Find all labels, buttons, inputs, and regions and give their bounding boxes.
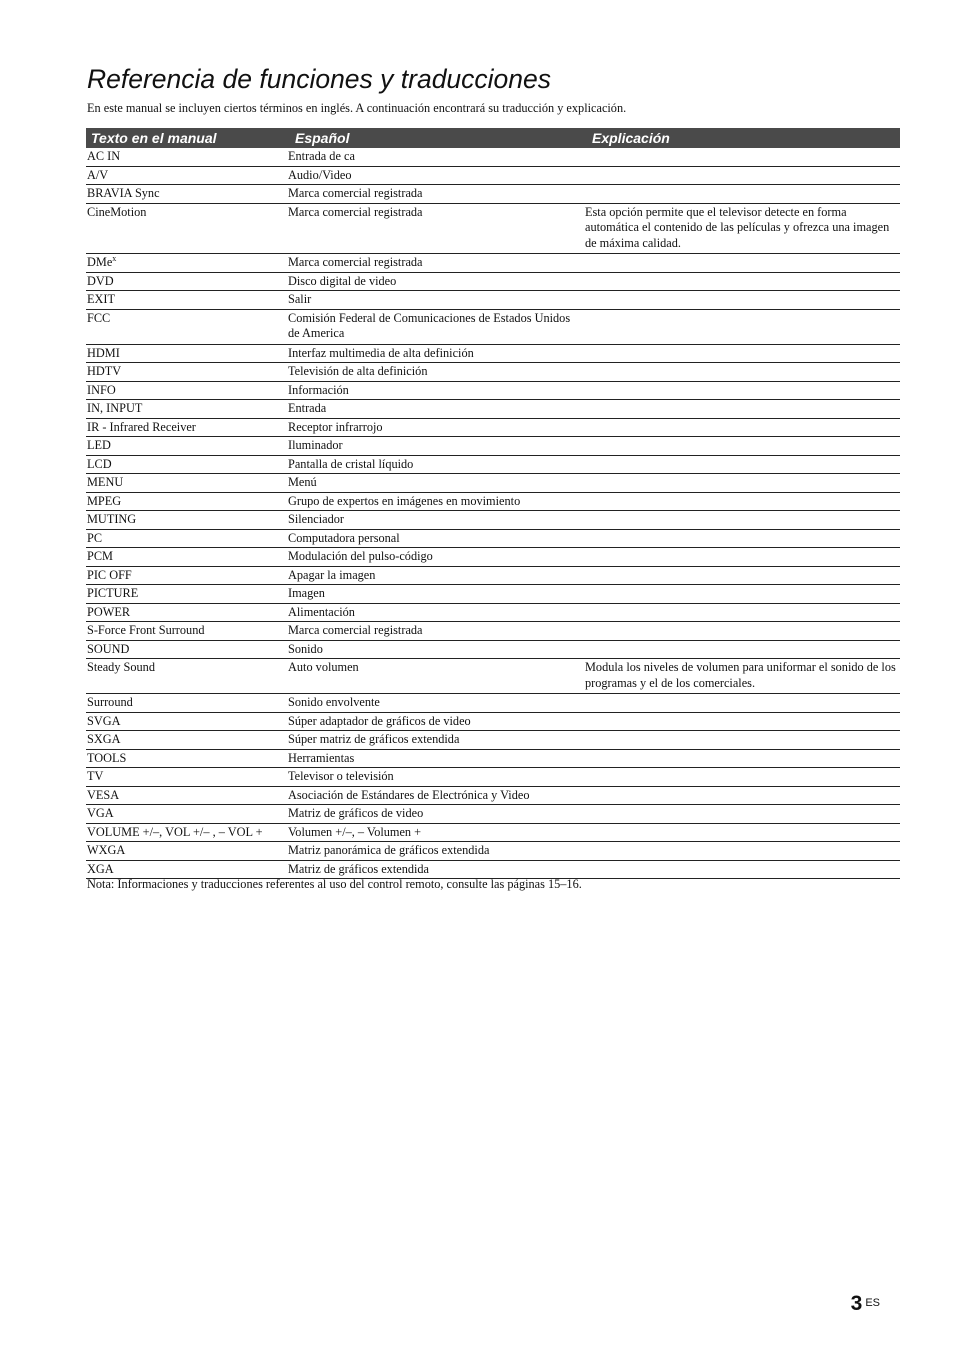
table-row bbox=[86, 272, 900, 291]
table-row bbox=[86, 437, 900, 456]
table-row bbox=[86, 768, 900, 787]
term-text: PC bbox=[87, 530, 103, 545]
term-text: Steady Sound bbox=[87, 660, 155, 674]
explanation-cell bbox=[585, 291, 900, 310]
explanation-cell bbox=[585, 309, 900, 344]
term-cell bbox=[86, 731, 287, 750]
term-text: IR - Infrared Receiver bbox=[87, 419, 196, 434]
term-text: PICTURE bbox=[87, 586, 139, 600]
term-text: INFO bbox=[87, 382, 116, 397]
term-cell bbox=[86, 786, 287, 805]
table-row bbox=[86, 603, 900, 622]
spanish-cell: Volumen +/–, – Volumen + bbox=[287, 823, 585, 842]
explanation-cell bbox=[585, 860, 900, 879]
term-text: SXGA bbox=[87, 732, 121, 746]
explanation-cell bbox=[585, 566, 900, 585]
term-cell bbox=[86, 203, 287, 254]
explanation-cell bbox=[585, 805, 900, 824]
term-text: PCM bbox=[87, 549, 113, 563]
term-cell bbox=[86, 272, 287, 291]
term-text: VESA bbox=[87, 787, 120, 802]
term-cell bbox=[86, 548, 287, 567]
spanish-cell: Televisor o televisión bbox=[287, 768, 585, 787]
term-cell bbox=[86, 291, 287, 310]
spanish-cell: Computadora personal bbox=[287, 529, 585, 548]
spanish-cell: Matriz de gráficos extendida bbox=[287, 860, 585, 879]
term-text: SVGA bbox=[87, 713, 121, 728]
table-row bbox=[86, 363, 900, 382]
explanation-cell bbox=[585, 585, 900, 604]
explanation-cell bbox=[585, 185, 900, 204]
term-text: HDTV bbox=[87, 364, 122, 378]
table-row bbox=[86, 622, 900, 641]
spanish-cell: Televisión de alta definición bbox=[287, 363, 585, 382]
term-cell bbox=[86, 148, 287, 166]
table-row bbox=[86, 474, 900, 493]
term-text: BRAVIA Sync bbox=[87, 186, 160, 200]
spanish-cell: Salir bbox=[287, 291, 585, 310]
term-cell bbox=[86, 185, 287, 204]
header-spanish: Español bbox=[287, 128, 585, 148]
term-cell bbox=[86, 659, 287, 694]
table-row bbox=[86, 823, 900, 842]
explanation-cell bbox=[585, 694, 900, 713]
term-text: SOUND bbox=[87, 641, 130, 656]
term-cell bbox=[86, 529, 287, 548]
table-row bbox=[86, 381, 900, 400]
term-cell bbox=[86, 511, 287, 530]
term-superscript: x bbox=[112, 253, 117, 263]
term-text: FCC bbox=[87, 310, 111, 325]
table-row bbox=[86, 805, 900, 824]
term-cell bbox=[86, 622, 287, 641]
term-text: A/V bbox=[87, 167, 109, 182]
spanish-cell: Marca comercial registrada bbox=[287, 254, 585, 273]
page-title: Referencia de funciones y traducciones bbox=[87, 64, 552, 94]
term-text: VOLUME +/–, VOL +/– , – VOL + bbox=[87, 824, 263, 839]
table-row bbox=[86, 511, 900, 530]
note-text: Nota: Informaciones y traducciones referentes al uso del control remoto, consulte las páginas 15–16. bbox=[87, 877, 582, 891]
term-cell bbox=[86, 492, 287, 511]
spanish-cell: Audio/Video bbox=[287, 166, 585, 185]
explanation-cell: Modula los niveles de volumen para uniformar el sonido de los programas y el de los comerciales. bbox=[585, 659, 900, 694]
term-cell bbox=[86, 363, 287, 382]
explanation-cell bbox=[585, 474, 900, 493]
term-text: HDMI bbox=[87, 345, 120, 360]
explanation-cell bbox=[585, 511, 900, 530]
explanation-cell bbox=[585, 712, 900, 731]
term-cell bbox=[86, 455, 287, 474]
explanation-cell bbox=[585, 455, 900, 474]
spanish-cell: Silenciador bbox=[287, 511, 585, 530]
term-cell bbox=[86, 418, 287, 437]
term-text: TOOLS bbox=[87, 750, 127, 765]
term-text: MUTING bbox=[87, 512, 137, 526]
table-row bbox=[86, 166, 900, 185]
spanish-cell: Súper matriz de gráficos extendida bbox=[287, 731, 585, 750]
spanish-cell: Entrada de ca bbox=[287, 148, 585, 166]
spanish-cell: Receptor infrarrojo bbox=[287, 418, 585, 437]
explanation-cell bbox=[585, 768, 900, 787]
term-cell bbox=[86, 309, 287, 344]
term-cell bbox=[86, 474, 287, 493]
table-row bbox=[86, 712, 900, 731]
term-cell bbox=[86, 400, 287, 419]
table-row bbox=[86, 254, 900, 273]
explanation-cell bbox=[585, 529, 900, 548]
spanish-cell: Modulación del pulso-código bbox=[287, 548, 585, 567]
term-text: Surround bbox=[87, 695, 133, 709]
explanation-cell bbox=[585, 437, 900, 456]
explanation-cell bbox=[585, 418, 900, 437]
table-row bbox=[86, 492, 900, 511]
term-cell bbox=[86, 437, 287, 456]
term-text: DMe bbox=[87, 255, 113, 269]
term-text: MPEG bbox=[87, 493, 122, 508]
term-cell bbox=[86, 749, 287, 768]
terms-table bbox=[86, 128, 900, 879]
spanish-cell: Apagar la imagen bbox=[287, 566, 585, 585]
explanation-cell bbox=[585, 254, 900, 273]
term-text: WXGA bbox=[87, 843, 126, 857]
spanish-cell: Alimentación bbox=[287, 603, 585, 622]
term-text: CineMotion bbox=[87, 204, 147, 219]
spanish-cell: Auto volumen bbox=[287, 659, 585, 694]
explanation-cell bbox=[585, 272, 900, 291]
spanish-cell: Marca comercial registrada bbox=[287, 203, 585, 254]
explanation-cell bbox=[585, 492, 900, 511]
term-text: TV bbox=[87, 769, 104, 783]
term-cell bbox=[86, 805, 287, 824]
explanation-cell bbox=[585, 148, 900, 166]
explanation-cell bbox=[585, 363, 900, 382]
term-cell bbox=[86, 640, 287, 659]
table-row bbox=[86, 203, 900, 254]
spanish-cell: Pantalla de cristal líquido bbox=[287, 455, 585, 474]
term-text: IN, INPUT bbox=[87, 401, 143, 415]
term-cell bbox=[86, 166, 287, 185]
table-row bbox=[86, 529, 900, 548]
term-cell bbox=[86, 712, 287, 731]
term-cell bbox=[86, 842, 287, 861]
table-row bbox=[86, 694, 900, 713]
term-cell bbox=[86, 254, 287, 273]
table-row bbox=[86, 640, 900, 659]
explanation-cell bbox=[585, 749, 900, 768]
spanish-cell: Sonido bbox=[287, 640, 585, 659]
spanish-cell: Herramientas bbox=[287, 749, 585, 768]
term-cell bbox=[86, 768, 287, 787]
spanish-cell: Comisión Federal de Comunicaciones de Estados Unidos de America bbox=[287, 309, 585, 344]
term-text: XGA bbox=[87, 861, 114, 876]
language-code: ES bbox=[865, 1297, 880, 1309]
table-row bbox=[86, 148, 900, 166]
table-row bbox=[86, 842, 900, 861]
term-cell bbox=[86, 823, 287, 842]
intro-text: En este manual se incluyen ciertos términos en inglés. A continuación encontrará su traducción y explicación. bbox=[87, 101, 627, 115]
table-row bbox=[86, 344, 900, 363]
spanish-cell: Súper adaptador de gráficos de video bbox=[287, 712, 585, 731]
table-row bbox=[86, 400, 900, 419]
explanation-cell bbox=[585, 548, 900, 567]
table-row bbox=[86, 749, 900, 768]
explanation-cell bbox=[585, 344, 900, 363]
spanish-cell: Imagen bbox=[287, 585, 585, 604]
explanation-cell bbox=[585, 400, 900, 419]
explanation-cell bbox=[585, 786, 900, 805]
spanish-cell: Iluminador bbox=[287, 437, 585, 456]
table-row bbox=[86, 731, 900, 750]
explanation-cell bbox=[585, 381, 900, 400]
table-row bbox=[86, 455, 900, 474]
explanation-cell bbox=[585, 640, 900, 659]
spanish-cell: Información bbox=[287, 381, 585, 400]
page-number bbox=[851, 1292, 880, 1316]
explanation-cell bbox=[585, 166, 900, 185]
spanish-cell: Matriz panorámica de gráficos extendida bbox=[287, 842, 585, 861]
explanation-cell: Esta opción permite que el televisor detecte en forma automática el contenido de las películas y ofrezca una imagen de máxima calidad. bbox=[585, 203, 900, 254]
explanation-cell bbox=[585, 622, 900, 641]
term-cell bbox=[86, 344, 287, 363]
spanish-cell: Asociación de Estándares de Electrónica y Video bbox=[287, 786, 585, 805]
term-cell bbox=[86, 585, 287, 604]
term-cell bbox=[86, 566, 287, 585]
term-text: S-Force Front Surround bbox=[87, 623, 205, 637]
term-cell bbox=[86, 694, 287, 713]
term-text: LED bbox=[87, 438, 111, 452]
page-number-value: 3 bbox=[850, 1292, 863, 1315]
header-explanation: Explicación bbox=[585, 128, 900, 148]
term-text: EXIT bbox=[87, 292, 115, 306]
table-row bbox=[86, 786, 900, 805]
spanish-cell: Grupo de expertos en imágenes en movimiento bbox=[287, 492, 585, 511]
term-text: DVD bbox=[87, 273, 114, 288]
spanish-cell: Menú bbox=[287, 474, 585, 493]
table-header-row bbox=[86, 128, 900, 148]
table-row bbox=[86, 291, 900, 310]
table-row bbox=[86, 418, 900, 437]
spanish-cell: Disco digital de video bbox=[287, 272, 585, 291]
spanish-cell: Matriz de gráficos de video bbox=[287, 805, 585, 824]
table-row bbox=[86, 309, 900, 344]
header-term: Texto en el manual bbox=[86, 128, 287, 148]
term-text: AC IN bbox=[87, 149, 121, 163]
term-text: PIC OFF bbox=[87, 567, 132, 582]
explanation-cell bbox=[585, 823, 900, 842]
spanish-cell: Entrada bbox=[287, 400, 585, 419]
explanation-cell bbox=[585, 731, 900, 750]
table-row bbox=[86, 185, 900, 204]
table-row bbox=[86, 659, 900, 694]
term-cell bbox=[86, 381, 287, 400]
spanish-cell: Sonido envolvente bbox=[287, 694, 585, 713]
table-row bbox=[86, 548, 900, 567]
term-text: POWER bbox=[87, 604, 131, 619]
term-cell bbox=[86, 603, 287, 622]
spanish-cell: Interfaz multimedia de alta definición bbox=[287, 344, 585, 363]
term-text: LCD bbox=[87, 456, 112, 471]
spanish-cell: Marca comercial registrada bbox=[287, 185, 585, 204]
table-row bbox=[86, 585, 900, 604]
term-text: MENU bbox=[87, 475, 124, 489]
term-text: VGA bbox=[87, 806, 114, 820]
table-body bbox=[86, 148, 900, 879]
table-row bbox=[86, 566, 900, 585]
explanation-cell bbox=[585, 603, 900, 622]
spanish-cell: Marca comercial registrada bbox=[287, 622, 585, 641]
explanation-cell bbox=[585, 842, 900, 861]
